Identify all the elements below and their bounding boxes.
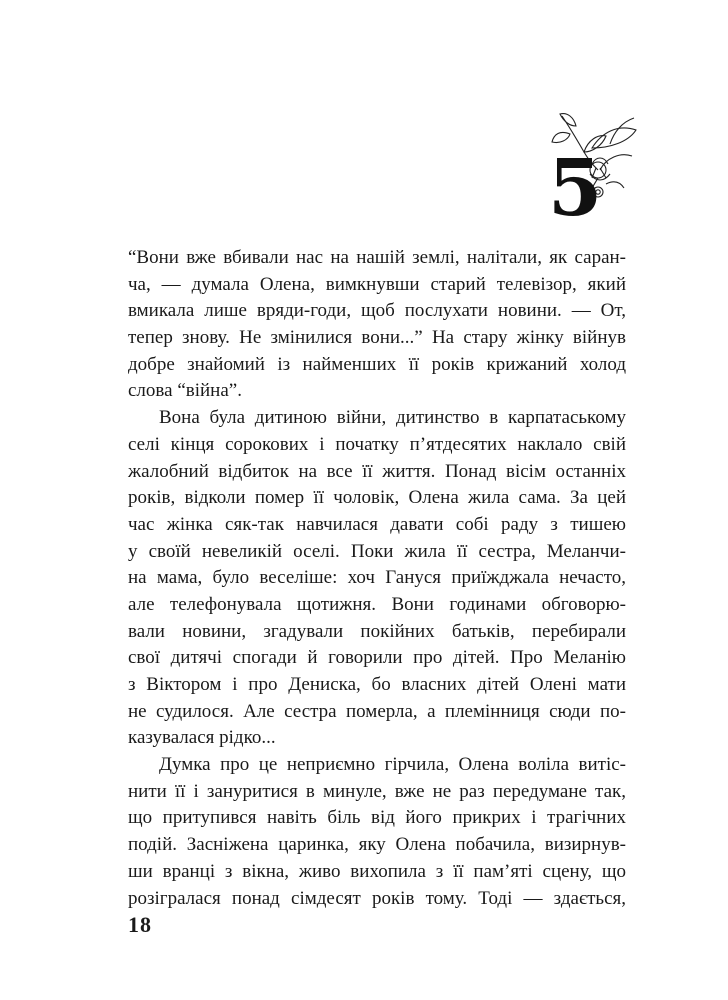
- text-line: нити її і зануритися в минуле, вже не раз передумане так,: [128, 780, 626, 802]
- text-line: жалобний відбиток на все її життя. Понад вісім останніх: [128, 460, 626, 482]
- text-line: але телефонувала щотижня. Вони годинами обговорю-: [128, 593, 626, 615]
- text-line: на мама, було веселіше: хоч Гануся приїжджала нечасто,: [128, 567, 626, 589]
- text-line: слова “війна”.: [128, 380, 242, 402]
- text-line: “Вони вже вбивали нас на нашій землі, налітали, як саран-: [128, 247, 626, 268]
- text-line: років, відколи помер її чоловік, Олена жила сама. За цей: [128, 487, 626, 509]
- paragraph: [128, 405, 626, 752]
- text-line: Вона була дитиною війни, дитинство в карпатаському: [159, 407, 626, 429]
- text-line: тепер знову. Не змінилися вони...” На стару жінку війнув: [128, 327, 626, 349]
- text-line: казувалася рідко...: [128, 727, 276, 749]
- text-line: ши вранці з вікна, живо вихопила з її пам’яті сцену, що: [128, 860, 626, 882]
- chapter-number: 5: [548, 143, 603, 234]
- text-line: не судилося. Але сестра померла, а племінниця сюди по-: [128, 700, 626, 722]
- body-text: [128, 245, 626, 912]
- text-line: вмикала лише вряди-годи, щоб послухати новини. — От,: [128, 300, 626, 322]
- paragraph: [128, 245, 626, 405]
- text-line: вали новини, згадували покійних батьків, перебирали: [128, 620, 626, 642]
- text-line: час жінка сяк-так навчилася давати собі раду з тишею: [128, 513, 626, 535]
- paragraph: [128, 752, 626, 912]
- text-line: розігралася понад сімдесят років тому. Тоді — здається,: [128, 887, 626, 909]
- text-line: добре знайомий із найменших її років крижаний холод: [128, 353, 626, 375]
- text-line: у своїй невеликій оселі. Поки жила її сестра, Меланчи-: [128, 540, 626, 562]
- text-line: Думка про це неприємно гірчила, Олена воліла витіс-: [159, 754, 626, 776]
- text-line: селі кінця сорокових і початку п’ятдесятих наклало свій: [128, 433, 626, 455]
- page-number: 18: [128, 912, 152, 937]
- text-line: що притупився навіть біль від його прикрих і трагічних: [128, 807, 626, 829]
- text-line: свої дитячі спогади й говорили про дітей. Про Меланію: [128, 647, 626, 669]
- text-line: з Віктором і про Дениска, бо власних дітей Олені мати: [128, 674, 626, 695]
- text-line: подій. Засніжена царинка, яку Олена побачила, визирнув-: [128, 834, 626, 856]
- text-line: ча, — думала Олена, вимкнувши старий телевізор, який: [128, 273, 626, 295]
